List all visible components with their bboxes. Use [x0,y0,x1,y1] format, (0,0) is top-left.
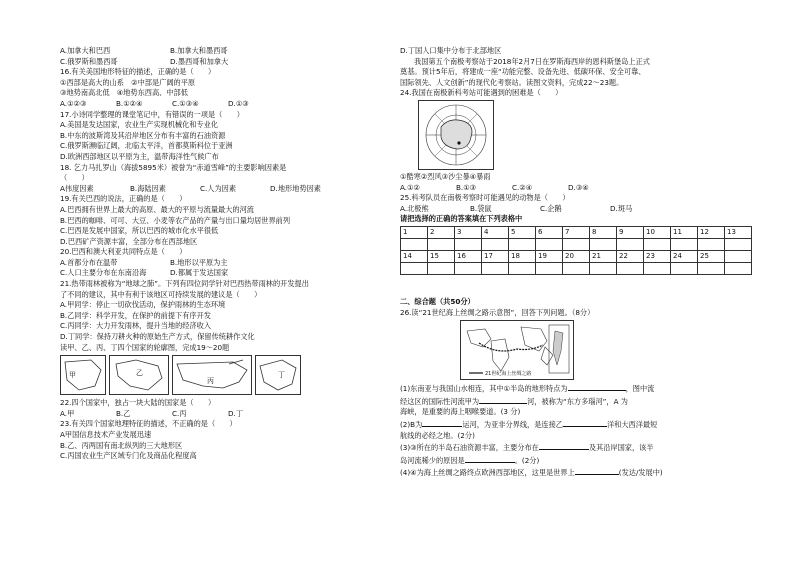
antarctica-polar-projection [419,101,493,169]
answer-blank[interactable] [563,418,607,427]
question-number-cell: 11 [671,226,698,238]
country-map-yi [109,355,169,395]
question-number-cell: 20 [563,250,590,262]
question-text-line: 读甲、乙、丙、丁四个国家的轮廓图，完成19～20题 [60,342,230,352]
question-text-line: 16.有关美国地形特征的描述，正确的是（ ） [60,67,216,77]
question-number-cell: 6 [536,226,563,238]
option-item: B.乙 [116,408,131,418]
answer-options [60,57,392,68]
section-title: 二、综合题（共50分） [400,296,475,306]
answer-table-row [401,238,752,250]
answer-cell[interactable] [725,238,752,250]
question-number-cell: 15 [428,250,455,262]
left-questions-part2 [60,398,392,462]
question-number-cell: 17 [482,250,509,262]
question-text-line: A甲国信息技术产业发展迅速 [60,430,152,439]
answer-cell[interactable] [482,238,509,250]
question-text-line: 国际领先、人文创新”的现代化考察站。读图文资料，完成22～23题。 [400,77,624,87]
answer-cell[interactable] [428,262,455,274]
line-text: 河，被称为“东方多瑙河”，A 为 [527,396,628,406]
answer-cell[interactable] [698,238,725,250]
answer-blank[interactable] [568,382,626,391]
question-number-cell: 4 [482,226,509,238]
line-text: 。(2分) [514,455,540,465]
question-26-line [400,441,792,454]
antarctica-map [418,100,494,170]
question-number-cell: 23 [644,250,671,262]
option-item: D.都属于发达国家 [170,268,229,278]
left-questions-part1 [60,46,392,353]
option-item: B.①③ [456,182,477,192]
line-text: 海峡，是重要的海上咽喉要道。(3 分) [400,407,521,417]
question-26: 26.读“21世纪海上丝绸之路示意图”，回答下列问题。（8分） [400,307,595,317]
answer-table [400,226,752,275]
question-number-cell: 9 [617,226,644,238]
answer-cell[interactable] [644,238,671,250]
question-text-line: A.美国是发达国家，农业生产实现机械化和专业化 [60,120,219,130]
option-item: C.俄罗斯和墨西哥 [60,56,118,66]
answer-table-row [401,250,752,262]
answer-cell[interactable] [671,262,698,274]
question-text-line: B.巴西的咖啡、可可、大豆、小麦等农产品的产量与出口量均居世界前列 [60,215,291,225]
question-number-cell: 10 [644,226,671,238]
answer-blank[interactable] [422,418,462,427]
line-text: 运河，为亚非分界线，是连接乙 [462,419,563,429]
country-map-bing [172,355,252,395]
country-map-jia [60,355,106,395]
answer-options [60,258,392,269]
answer-cell[interactable] [617,238,644,250]
country-label-bing: 丙 [207,377,214,386]
question-number-cell: 24 [671,250,698,262]
question-text-line: ①酷寒②烈风③沙尘暴④暴雨 [400,171,491,181]
question-26-line [400,431,792,442]
question-text-line: D.巴西矿产资源丰富，全部分布在西部地区 [60,236,198,246]
question-number-cell: 14 [401,250,428,262]
answer-options [60,46,392,57]
question-text-line: 20.巴西和澳大利亚共同特点是（ ） [60,247,187,257]
option-item: B.地形以平原为主 [170,257,228,267]
question-text-line: A.巴西拥有世界上最大的高原、最大的平原与流量最大的河流 [60,204,254,214]
answer-options [400,204,792,215]
answer-cell[interactable] [482,262,509,274]
question-text-line: ③地势南高北低 ④地势东西高、中部低 [60,88,188,98]
answer-cell[interactable] [536,262,563,274]
question-number-cell [725,250,752,262]
option-item: B.袋鼠 [470,203,492,213]
answer-options [60,409,392,420]
right-questions-part1 [400,46,792,99]
question-text-line: 19.有关巴西的说法，正确的是（ ） [60,194,187,204]
answer-options [60,184,392,195]
question-text-line: D.欧洲西部地区以平原为主，温带海洋性气候广布 [60,151,219,161]
map-legend-label: 21世纪海上丝绸之路 [485,371,532,378]
option-item: D.①③ [228,98,249,108]
line-text: 岛河流稀少的原因是 [400,455,465,465]
answer-cell[interactable] [644,262,671,274]
question-text-line: C.丙同学：大力开发雨林，提升当地的经济收入 [60,321,212,331]
answer-options [400,183,792,194]
answer-blank[interactable] [575,466,619,475]
option-item: A伟度因素 [60,183,94,193]
right-column [400,46,792,479]
answer-blank[interactable] [539,441,589,450]
question-text-line: 23.有关四个国家地理特征的描述，不正确的是（ ） [60,419,237,429]
answer-cell[interactable] [617,262,644,274]
question-number-cell: 13 [725,226,752,238]
question-number-cell: 3 [455,226,482,238]
question-number-cell: 8 [590,226,617,238]
line-text: (3)③所在的半岛石油资源丰富，主要分布在 [400,443,539,453]
country-shape-bing [173,356,251,394]
line-text: (4)④为海上丝绸之路终点欧洲西部地区，这里是世界上 [400,468,575,478]
question-number-cell: 22 [617,250,644,262]
country-label-ding: 丁 [278,371,285,380]
question-26-line [400,418,792,431]
answer-options [60,99,392,110]
question-26-line [400,466,792,479]
question-number-cell: 1 [401,226,428,238]
question-text-line: C.丙国农业生产区域专门化及商品化程度高 [60,451,197,461]
option-item: A.甲 [60,408,75,418]
question-26-line [400,382,792,395]
answer-cell[interactable] [401,238,428,250]
question-26-line [400,395,792,408]
answer-cell[interactable] [401,262,428,274]
question-26-line [400,454,792,467]
option-item: A.①②③ [60,98,87,108]
question-text-line: 24.我国在南极新科考站可能遇到的困难是（ ） [400,88,563,98]
question-number-cell: 12 [698,226,725,238]
question-26-subparts [400,382,792,479]
question-text-line: 了不同的建议，其中有利于该地区可持续发展的建议是（ ） [60,289,262,299]
option-item: A.①② [400,182,420,192]
question-text-line: 奠基。预计5年后，将建成一座“功能完整、设备先进、低碳环保、安全可靠、 [400,67,646,77]
answer-cell[interactable] [455,262,482,274]
line-text: 及其沿岸国家，该半 [588,443,654,453]
line-text: 洋和大西洋最短 [606,419,658,429]
option-item: C.企鹅 [540,203,562,213]
option-item: D.地形地势因素 [270,183,321,193]
question-text-line: B.乙、丙两国有南北纵列的三大地形区 [60,440,183,450]
line-text: (1)东南亚与我国山水相连，其中①半岛的地形特点为 [400,384,568,394]
option-item: B.①②④ [116,98,143,108]
question-number-cell: 5 [509,226,536,238]
option-item: D.③④ [568,182,589,192]
option-item: C.②④ [512,182,533,192]
option-item: A.首都分布在温带 [60,257,118,267]
question-text-line: ①西部是高大的山系 ②中部是广阔的平原 [60,77,196,87]
option-item: C.人为因素 [200,183,237,193]
option-item: B.海陆因素 [130,183,166,193]
maritime-silk-road-map [460,320,574,380]
country-label-jia: 甲 [69,371,76,380]
question-number-cell: 19 [536,250,563,262]
option-item: C.丙 [172,408,187,418]
country-shape-jia [61,356,105,394]
option-item: C.①③④ [172,98,199,108]
question-text-line: B.乙同学：科学开发，在保护的前提下有序开发 [60,310,211,320]
line-text: ，图中流 [625,384,655,394]
answer-cell[interactable] [725,262,752,274]
question-number-cell: 25 [698,250,725,262]
question-text-line: C.俄罗斯濒临辽阔，北临太平洋，首都莫斯科位于亚洲 [60,141,233,151]
question-number-cell: 7 [563,226,590,238]
left-column [60,46,392,462]
line-text: 经这区的国际性河流甲为 [400,396,480,406]
question-text-line: A.甲同学：停止一切砍伐活动，保护雨林的生态环境 [60,300,226,310]
option-item: B.加拿大和墨西哥 [170,46,228,55]
line-text: (2)B为 [400,419,423,429]
question-number-cell: 2 [428,226,455,238]
question-text-line: B.中东的波斯湾及其沿岸地区分布有丰富的石油资源 [60,130,226,140]
answer-cell[interactable] [563,238,590,250]
country-label-yi: 乙 [136,369,143,378]
answer-blank[interactable] [465,454,515,463]
question-number-cell: 21 [590,250,617,262]
answer-cell[interactable] [563,262,590,274]
question-number-cell: 18 [509,250,536,262]
question-text-line: C.巴西是发展中国家，所以巴西的城市化水平很低 [60,226,219,236]
question-text-line: 17.小诗同学整理的课堂笔记中，有错误的一项是（ ） [60,109,244,119]
answer-cell[interactable] [509,262,536,274]
question-text-line: 我国第五个南极考察站于2018年2月7日在罗斯海西岸的恩科斯堡岛上正式 [414,56,650,66]
answer-table-row [401,262,752,274]
country-outline-figure [60,355,392,395]
answer-blank[interactable] [479,395,527,404]
question-text-line: 22.四个国家中，独占一块大陆的国家是（ ） [60,398,216,408]
answer-cell[interactable] [590,262,617,274]
country-map-ding [255,355,301,395]
question-text-line: （ ） [60,173,89,183]
option-item: A.加拿大和巴西 [60,46,111,55]
question-text-line: 21.热带雨林被称为“地球之肺”。下列有四位同学针对巴西热带雨林的开发提出 [60,279,309,289]
answer-table-row [401,226,752,238]
answer-cell[interactable] [671,238,698,250]
question-text-line: D.丁同学：保持刀耕火种的原始生产方式，保留传统耕作文化 [60,332,255,342]
answer-cell[interactable] [536,238,563,250]
question-text-line: 25.科考队员在南极考察时可能遇见的动物是（ ） [400,193,570,203]
question-text-line: D.丁国人口集中分布于北部地区 [400,46,502,55]
answer-cell[interactable] [428,238,455,250]
question-text-line: 18. 乞力马扎罗山（海拔5895米）被誉为“赤道雪峰”的主要影响因素是 [60,162,287,172]
answer-cell[interactable] [509,238,536,250]
option-item: D.墨西哥和加拿大 [170,56,229,66]
option-item: D.斑马 [610,203,633,213]
answer-cell[interactable] [455,238,482,250]
line-text: 航线的必经之地。(2分) [400,430,475,440]
question-26-line [400,407,792,418]
answer-cell[interactable] [590,238,617,250]
line-text: (发达/发展中) [618,468,663,478]
option-item: D.丁 [228,408,244,418]
answer-options [60,268,392,279]
option-item: C.人口主要分布在东南沿海 [60,268,147,278]
option-item: A.北极熊 [400,203,429,213]
question-number-cell: 16 [455,250,482,262]
right-questions-part2 [400,172,792,225]
question-text-line: 请把选择的正确的答案填在下列表格中 [400,214,523,224]
answer-cell[interactable] [698,262,725,274]
